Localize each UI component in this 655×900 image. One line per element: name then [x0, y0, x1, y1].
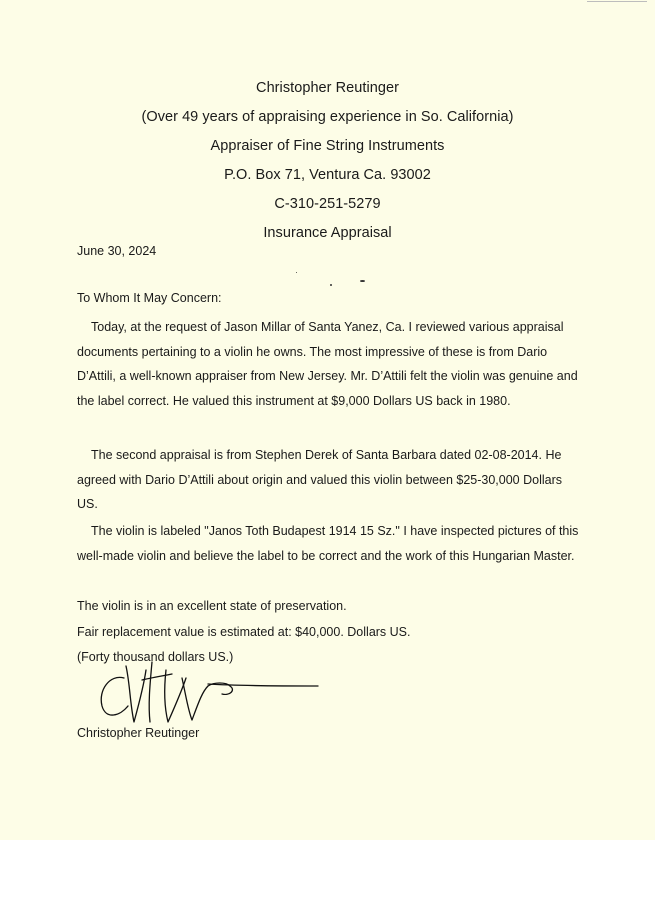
scan-edge-line [587, 1, 647, 2]
handwritten-signature [90, 660, 330, 730]
scan-speck [296, 272, 297, 273]
body-paragraph: The second appraisal is from Stephen Derek of Santa Barbara dated 02-08-2014. He agreed with Dario D’Attili about origin and valued this violin between $25-30,000 Dollars US. [77, 448, 563, 511]
body-paragraph: Today, at the request of Jason Millar of Santa Yanez, Ca. I reviewed various appraisal documents pertaining to a violin he owns. The most impressive of these is from Dario D’Attili, a well-known appraiser from New Jersey. Mr. D’Attili felt the violin was genuine and the label correct. He valued this instrument at $9,000 Dollars US back in 1980. [77, 320, 578, 408]
letterhead-experience: (Over 49 years of appraising experience in So. California) [141, 109, 514, 125]
letter-date: June 30, 2024 [77, 244, 157, 258]
scan-speck [360, 280, 365, 282]
letterhead-phone: C-310-251-5279 [274, 196, 381, 212]
body-paragraph: The violin is labeled "Janos Toth Budapest 1914 15 Sz." I have inspected pictures of this well-made violin and believe the label to be correct and the work of this Hungarian Master. [77, 524, 579, 563]
salutation: To Whom It May Concern: [77, 291, 222, 305]
preservation-line: The violin is in an excellent state of preservation. [77, 599, 347, 613]
scan-speck [330, 284, 332, 286]
letterhead [0, 74, 655, 248]
document-type: Insurance Appraisal [263, 225, 392, 241]
letterhead-name: Christopher Reutinger [256, 80, 399, 96]
letterhead-address: P.O. Box 71, Ventura Ca. 93002 [224, 167, 431, 183]
value-in-words-line: (Forty thousand dollars US.) [77, 650, 234, 664]
letterhead-title: Appraiser of Fine String Instruments [210, 138, 445, 154]
replacement-value-line: Fair replacement value is estimated at: $40,000. Dollars US. [77, 625, 411, 639]
signer-name: Christopher Reutinger [77, 726, 200, 740]
